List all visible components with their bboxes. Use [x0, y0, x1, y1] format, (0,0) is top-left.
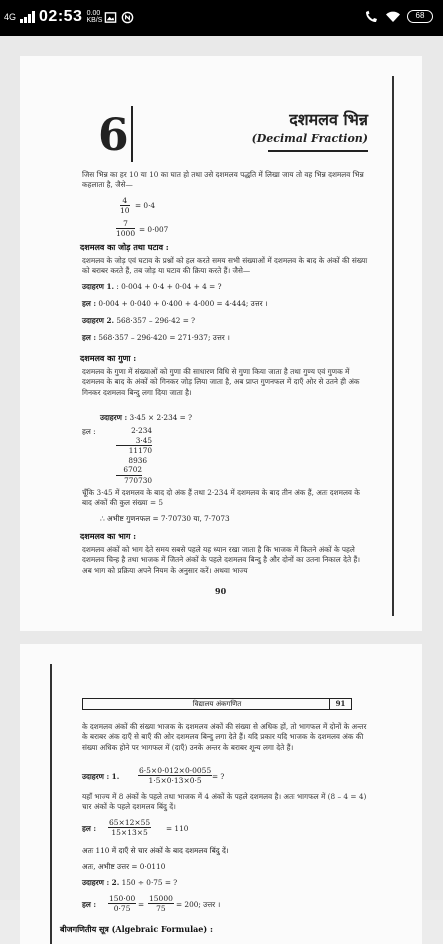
fraction-denominator: 0·75 [113, 904, 131, 913]
clock-time: 02:53 [39, 8, 83, 25]
division-example-1-rhs: = ? [212, 772, 225, 781]
status-left [4, 8, 134, 26]
division-solution-1-fraction [108, 818, 151, 837]
solution-label: हल : [82, 900, 97, 909]
fraction-result-1: = 0·4 [135, 201, 156, 210]
battery-icon [407, 10, 433, 23]
chapter-number: 6 [98, 110, 129, 161]
fraction-numerator: 150·00 [109, 894, 136, 903]
running-header-title: विद्यालय अंकगणित [192, 700, 242, 708]
section-heading-add-sub: दशमलव का जोड़ तथा घटाव : [80, 242, 169, 252]
binding-line [392, 76, 394, 616]
fraction-numerator: 6·5×0·012×0·0055 [139, 766, 212, 775]
document-page-2 [20, 644, 422, 944]
solution-text: 568·357 – 296·420 = 271·937; उत्तर । [98, 333, 230, 342]
status-right [364, 10, 433, 23]
mult-line-partial-2: 8936 [128, 455, 147, 465]
section-heading-algebraic-formulae: बीजगणितीय सूत्र (Algebraic Formulae) : [60, 924, 213, 934]
example-2-line [82, 316, 195, 326]
network-type-label: 4G [4, 12, 17, 22]
division-paragraph: दशमलव अंकों को भाग देते समय सबसे पहले यह ध्यान रखा जाता है कि भाजक में कितने अंकों के पहले दशमलव चिन्ह है तथा भाजक में जितने अंकों के पहले दशमलव बिन्दु है और दोनों का उतना निकाल देते हैं। अब भाग को प्रक्रिया अपने नियम के अनुसार करें। अथवा भाज्य [82, 545, 361, 575]
mult-line-partial-1: 11170 [128, 446, 152, 456]
multiplication-solution-label: हल : [82, 427, 96, 436]
mult-line-multiplier: 3·45 [116, 436, 152, 447]
fraction-example-1 [120, 196, 130, 215]
fraction-denominator: 1000 [116, 229, 136, 238]
example-label: उदाहरण : [100, 413, 128, 422]
solution-label: हल : [82, 299, 97, 308]
mult-line-multiplicand: 2·234 [131, 426, 152, 435]
running-header [82, 698, 352, 710]
division-solution-2-fraction-1 [108, 894, 136, 913]
add-sub-paragraph: दशमलव के जोड़ एवं घटाव के प्रश्नों को हल करते समय सभी संख्याओं में दशमलव के बाद के अंकों की संख्या को बराबर करते हैं, तब जोड़ या घटाव की क्रिया करते हैं। जैसे— [82, 256, 368, 276]
fraction-denominator: 10 [120, 206, 130, 215]
chapter-divider [131, 106, 133, 162]
cell-signal-icon [20, 11, 35, 23]
section-heading-multiplication: दशमलव का गुणा : [80, 353, 137, 363]
example-1-line [82, 282, 221, 292]
division-answer-1: अतः, अभीष्ट उत्तर = 0·0110 [82, 862, 166, 871]
multiplication-example-line [100, 413, 192, 423]
division-solution-2-label [82, 900, 96, 910]
fraction-denominator: 75 [156, 904, 166, 913]
example-label: उदाहरण : 1. [82, 772, 120, 781]
chapter-title-hindi: दशमलव भिन्न [289, 110, 368, 129]
division-example-1-label [82, 772, 119, 782]
running-header-page: 91 [329, 699, 351, 709]
multiplication-paragraph: दशमलव के गुणा में संख्याओं को गुणा की साधारण विधि से गुणा किया जाता है तथा गुण्य एवं गुणक में दशमलव के बाद के अंकों को गिनकर जोड़ लिया जाता है, अब प्राप्त गुणनफल में दाएँ ओर से उतने ही अंक गिनकर दशमलव बिन्दु लगा दिया जाता है। [82, 367, 360, 397]
equals-sign: = [138, 900, 145, 909]
network-speed-value: 0.00 [86, 10, 101, 17]
division-note: अतः 110 में दाएँ से चार अंकों के बाद दशमलव बिंदु दें। [82, 846, 229, 855]
network-speed [86, 10, 103, 24]
fraction-numerator: 4 [120, 196, 130, 206]
example-text: 150 ÷ 0·75 = ? [121, 878, 178, 887]
division-solution-2-rhs: = 200; उत्तर । [176, 900, 221, 909]
fraction-example-2 [116, 219, 135, 238]
fraction-numerator: 65×12×55 [109, 818, 151, 827]
wifi-icon [385, 10, 401, 23]
solution-label: हल : [82, 333, 97, 342]
division-solution-1-rhs: = 110 [166, 824, 189, 833]
example-label: उदाहरण 2. [82, 316, 115, 325]
chapter-title-english: (Decimal Fraction) [251, 132, 368, 145]
image-notification-icon [104, 11, 117, 24]
multiplication-note: चूँकि 3·45 में दशमलव के बाद दो अंक हैं तथा 2·234 में दशमलव के बाद तीन अंक हैं, अतः दशमलव के बाद अंकों की कुल संख्या = 5 [82, 488, 360, 508]
example-text: 3·45 × 2·234 = ? [129, 413, 193, 422]
fraction-result-2: = 0·007 [139, 225, 169, 234]
solution-label: हल : [82, 824, 97, 833]
mult-line-product: 770730 [124, 475, 152, 485]
example-text: : 0·004 + 0·4 + 0·04 + 4 = ? [116, 282, 222, 291]
division-solution-2-fraction-2 [148, 894, 174, 913]
chapter-title-rule [268, 150, 368, 152]
solution-1-line [82, 299, 268, 309]
long-multiplication [116, 426, 152, 486]
section-heading-division: दशमलव का भाग : [80, 531, 137, 541]
battery-level: 68 [415, 11, 425, 20]
document-viewer[interactable] [0, 36, 443, 934]
example-label: उदाहरण 1. [82, 282, 115, 291]
status-bar [0, 0, 443, 36]
fraction-denominator: 15×13×5 [111, 828, 148, 837]
binding-line [50, 664, 52, 944]
solution-text: 0·004 + 0·040 + 0·400 + 4·000 = 4·444; उत्तर । [98, 299, 268, 308]
multiplication-result: ∴ अभीष्ट गुणनफल = 7·70730 या, 7·7073 [100, 514, 230, 523]
example-label: उदाहरण : 2. [82, 878, 120, 887]
document-page-1 [20, 56, 422, 631]
example-text: 568·357 – 296·42 = ? [116, 316, 196, 325]
division-example-2-line [82, 878, 177, 888]
network-speed-unit: KB/S [86, 17, 103, 24]
fraction-numerator: 15000 [149, 894, 173, 903]
fraction-numerator: 7 [116, 219, 135, 229]
intro-paragraph: जिस भिन्न का हर 10 या 10 का घात हो तथा उसे दशमलव पद्धति में लिखा जाय तो वह भिन्न दशमलव भिन्न कहलाता है, जैसे— [82, 170, 364, 190]
app-notification-icon [121, 11, 134, 24]
volte-call-icon [364, 10, 379, 23]
page-number: 90 [215, 586, 227, 596]
division-solution-1-label [82, 824, 96, 834]
mult-line-partial-3: 6702 [116, 465, 142, 476]
division-continued-paragraph: के दशमलव अंकों की संख्या भाजक के दशमलव अंकों की संख्या से अधिक हों, तो भागफल में दोनों के अन्तर के बराबर अंक दाएँ से बाएँ की ओर दशमलव बिन्दु लगा देते हैं। यदि प्रकार यदि भाजक के दशमलव अंक की संख्या अधिक होने पर भागफल में (दाएँ) उनके अन्तर के बराबर शून्य लगा देते हैं। [82, 722, 367, 752]
division-example-1-fraction [138, 766, 212, 785]
fraction-denominator: 1·5×0·13×0·5 [148, 776, 202, 785]
solution-2-line [82, 333, 230, 343]
division-explanation: यहाँ भाज्य में 8 अंकों के पहले तथा भाजक में 4 अंकों के पहले दशमलव है। अतः भागफल में (8 – 4 = 4) चार अंकों के पहले दशमलव बिंदु दें। [82, 792, 367, 812]
